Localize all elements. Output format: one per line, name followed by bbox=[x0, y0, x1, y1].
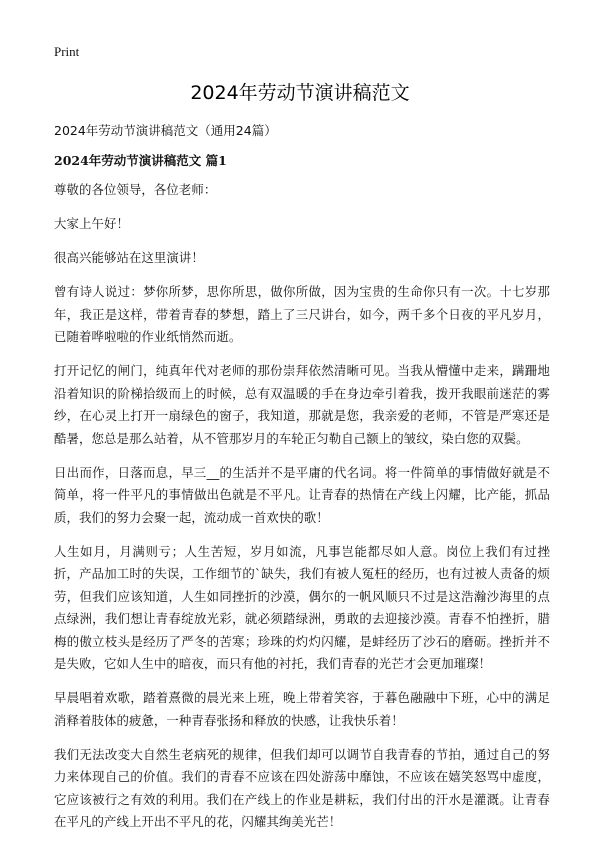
body-paragraph: 我们无法改变大自然生老病死的规律，但我们却可以调节自我青春的节拍，通过自己的努力来体现自己的价值。我们的青春不应该在四处游荡中靡蚀，不应该在嬉笑怒骂中虚度，它应该被行之有效的利用。我们在产线上的作业是耕耘，我们付出的汗水是灌溉。让青春在平凡的产线上开出不平凡的花，闪耀其绚美光芒！ bbox=[54, 746, 550, 829]
body-paragraph: 日出而作，日落而息，早三__的生活并不是平庸的代名词。将一件简单的事情做好就是不简单，将一件平凡的事情做出色就是不平凡。让青春的热情在产线上闪耀，比产能，抓品质，我们的努力会聚一起，流动成一首欢快的歌！ bbox=[54, 464, 550, 525]
page-title: 2024年劳动节演讲稿范文 bbox=[190, 82, 410, 104]
section-heading: 2024年劳动节演讲稿范文 篇1 bbox=[54, 153, 227, 168]
body-paragraph: 早晨唱着欢歌，踏着熹微的晨光来上班，晚上带着笑容，于暮色融融中下班，心中的满足消释着肢体的疲惫，一种青春张扬和释放的快感，让我快乐着！ bbox=[54, 690, 550, 728]
intro-paragraph: 很高兴能够站在这里演讲！ bbox=[54, 250, 204, 265]
speech-body bbox=[54, 179, 550, 845]
document-subtitle: 2024年劳动节演讲稿范文（通用24篇） bbox=[54, 123, 277, 138]
greeting-paragraph: 大家上午好！ bbox=[54, 216, 129, 231]
body-paragraph: 人生如月，月满则亏；人生苦短，岁月如流，凡事岂能都尽如人意。岗位上我们有过挫折，产品加工时的失误，工作细节的`缺失，我们有被人冤枉的经历，也有过被人责备的烦劳，但我们应该知道，人生如同挫折的沙漠，偶尔的一帆风顺只不过是这浩瀚沙海里的点点绿洲，我们想让青春绽放光彩，就必须踏绿洲，勇敢的去迎接沙漠。青春不怕挫折，腊梅的傲立枝头是经历了严冬的苦寒；珍珠的灼灼闪耀，是蚌经历了沙石的磨砺。挫折并不是失败，它如人生中的暗夜，而只有他的衬托，我们青春的光芒才会更加璀璨！ bbox=[54, 543, 550, 671]
body-paragraph: 打开记忆的闸门，纯真年代对老师的那份崇拜依然清晰可见。当我从懵懂中走来，蹒跚地沿着知识的阶梯拾级而上的时候，总有双温暖的手在身边牵引着我，拨开我眼前迷茫的雾纱，在心灵上打开一扇绿色的窗子，我知道，那就是您，我亲爱的老师，不管是严寒还是酷暑，您总是那么站着，从不管那岁月的车轮正匀勒自己额上的皱纹，染白您的双鬓。 bbox=[54, 363, 550, 446]
print-link[interactable]: Print bbox=[54, 44, 80, 59]
salutation-paragraph: 尊敬的各位领导，各位老师： bbox=[54, 182, 217, 197]
body-paragraph: 曾有诗人说过：梦你所梦，思你所思，做你所做，因为宝贵的生命你只有一次。十七岁那年，我正是这样，带着青春的梦想，踏上了三尺讲台，如今，两千多个日夜的平凡岁月，已随着哗啦啦的作业纸悄然而逝。 bbox=[54, 284, 550, 344]
